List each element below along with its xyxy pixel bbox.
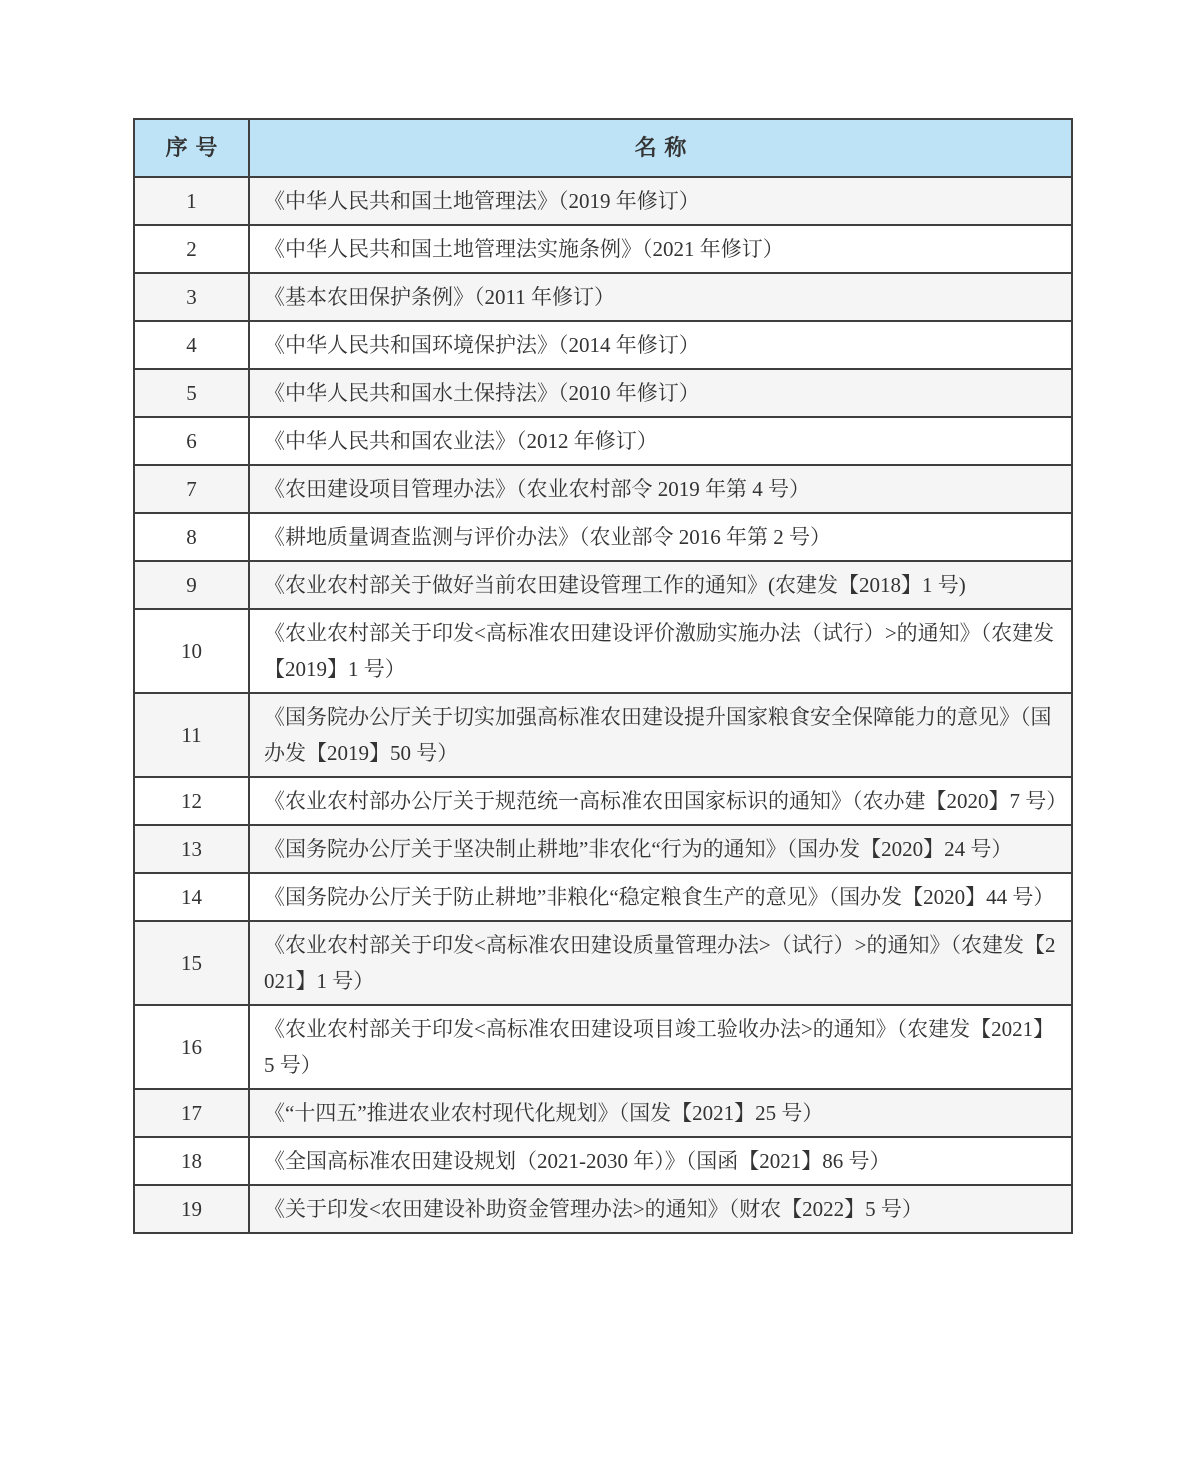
row-index: 19	[134, 1185, 249, 1233]
row-index: 8	[134, 513, 249, 561]
row-index: 4	[134, 321, 249, 369]
row-index: 7	[134, 465, 249, 513]
row-name: 《农业农村部办公厅关于规范统一高标准农田国家标识的通知》（农办建【2020】7 号）	[249, 777, 1072, 825]
table-row	[134, 1005, 1072, 1089]
table-row	[134, 177, 1072, 225]
row-name: 《关于印发<农田建设补助资金管理办法>的通知》（财农【2022】5 号）	[249, 1185, 1072, 1233]
row-name: 《基本农田保护条例》（2011 年修订）	[249, 273, 1072, 321]
regulations-table	[133, 118, 1073, 1234]
row-name: 《中华人民共和国农业法》（2012 年修订）	[249, 417, 1072, 465]
row-name: 《全国高标准农田建设规划（2021-2030 年）》（国函【2021】86 号）	[249, 1137, 1072, 1185]
row-name: 《“十四五”推进农业农村现代化规划》（国发【2021】25 号）	[249, 1089, 1072, 1137]
row-name: 《耕地质量调查监测与评价办法》（农业部令 2016 年第 2 号）	[249, 513, 1072, 561]
row-index: 13	[134, 825, 249, 873]
row-index: 17	[134, 1089, 249, 1137]
table-row	[134, 273, 1072, 321]
row-index: 2	[134, 225, 249, 273]
table-row	[134, 465, 1072, 513]
table-header	[134, 119, 1072, 177]
table-row	[134, 321, 1072, 369]
row-name: 《国务院办公厅关于防止耕地”非粮化“稳定粮食生产的意见》（国办发【2020】44 号）	[249, 873, 1072, 921]
row-index: 15	[134, 921, 249, 1005]
row-index: 14	[134, 873, 249, 921]
row-index: 12	[134, 777, 249, 825]
table-row	[134, 1185, 1072, 1233]
table-row	[134, 693, 1072, 777]
row-index: 5	[134, 369, 249, 417]
table-row	[134, 921, 1072, 1005]
row-index: 10	[134, 609, 249, 693]
table-row	[134, 369, 1072, 417]
row-name: 《农田建设项目管理办法》（农业农村部令 2019 年第 4 号）	[249, 465, 1072, 513]
row-name: 《国务院办公厅关于坚决制止耕地”非农化“行为的通知》（国办发【2020】24 号）	[249, 825, 1072, 873]
row-name: 《中华人民共和国水土保持法》（2010 年修订）	[249, 369, 1072, 417]
row-name: 《中华人民共和国土地管理法》（2019 年修订）	[249, 177, 1072, 225]
row-name: 《国务院办公厅关于切实加强高标准农田建设提升国家粮食安全保障能力的意见》（国办发【2019】50 号）	[249, 693, 1072, 777]
row-index: 16	[134, 1005, 249, 1089]
header-row	[134, 119, 1072, 177]
row-name: 《农业农村部关于印发<高标准农田建设项目竣工验收办法>的通知》（农建发【2021】5 号）	[249, 1005, 1072, 1089]
regulations-table-container	[133, 118, 1073, 1234]
row-index: 1	[134, 177, 249, 225]
row-name: 《农业农村部关于印发<高标准农田建设质量管理办法>（试行）>的通知》（农建发【2021】1 号）	[249, 921, 1072, 1005]
row-name: 《农业农村部关于印发<高标准农田建设评价激励实施办法（试行）>的通知》（农建发【2019】1 号）	[249, 609, 1072, 693]
column-header-name: 名称	[249, 119, 1072, 177]
table-row	[134, 777, 1072, 825]
row-name: 《中华人民共和国环境保护法》（2014 年修订）	[249, 321, 1072, 369]
row-index: 11	[134, 693, 249, 777]
table-row	[134, 225, 1072, 273]
row-index: 3	[134, 273, 249, 321]
table-row	[134, 873, 1072, 921]
table-row	[134, 561, 1072, 609]
row-index: 6	[134, 417, 249, 465]
table-row	[134, 417, 1072, 465]
table-row	[134, 825, 1072, 873]
row-name: 《中华人民共和国土地管理法实施条例》（2021 年修订）	[249, 225, 1072, 273]
row-index: 9	[134, 561, 249, 609]
table-row	[134, 1137, 1072, 1185]
table-body	[134, 177, 1072, 1233]
table-row	[134, 1089, 1072, 1137]
column-header-index: 序号	[134, 119, 249, 177]
row-index: 18	[134, 1137, 249, 1185]
table-row	[134, 609, 1072, 693]
table-row	[134, 513, 1072, 561]
row-name: 《农业农村部关于做好当前农田建设管理工作的通知》(农建发【2018】1 号)	[249, 561, 1072, 609]
